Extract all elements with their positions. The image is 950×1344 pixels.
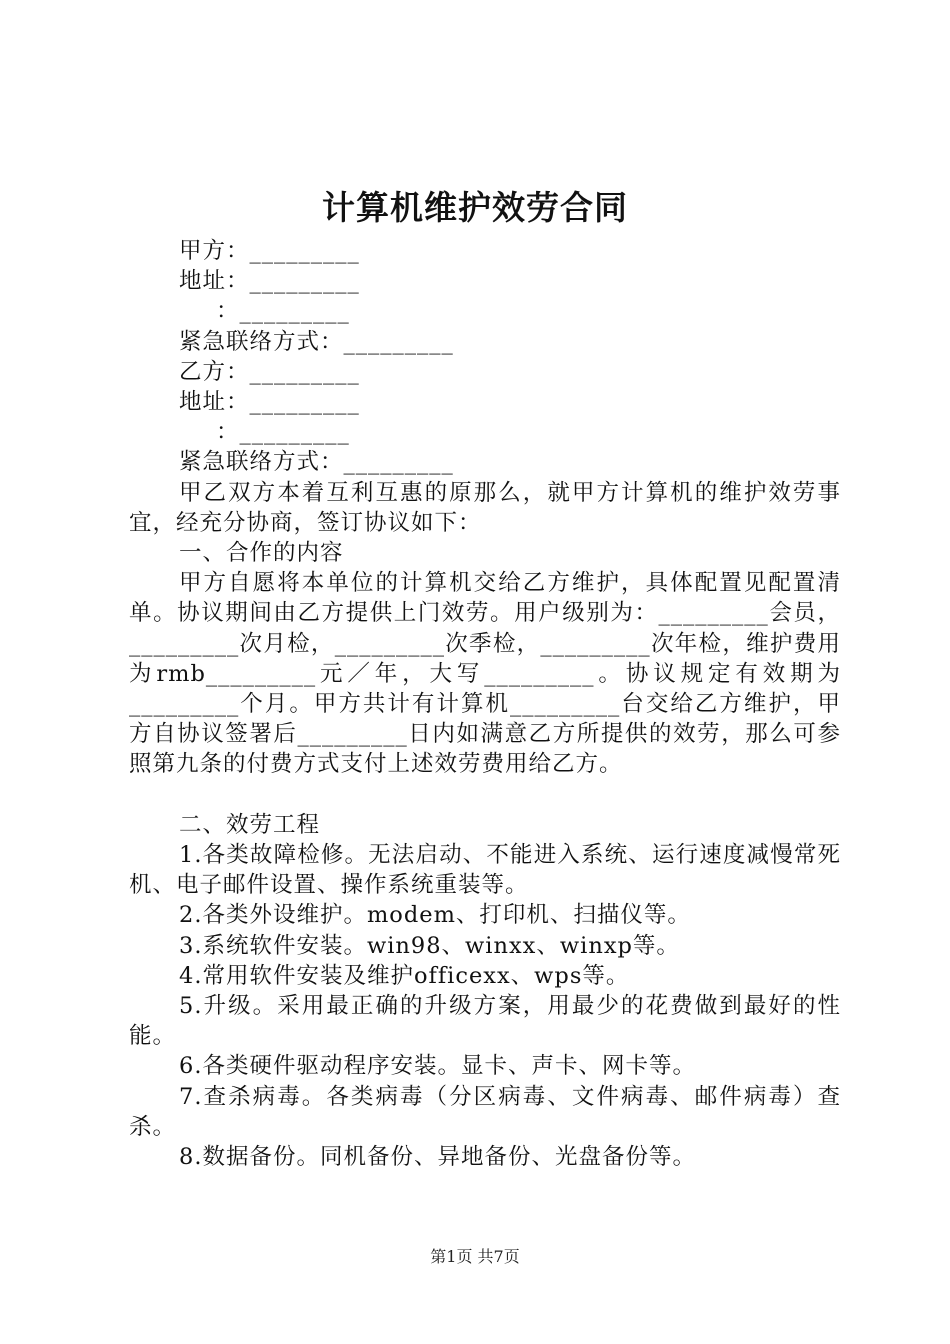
document-body <box>129 236 841 1172</box>
document-title: 计算机维护效劳合同 <box>322 188 628 227</box>
intro-paragraph: 甲乙双方本着互利互惠的原那么，就甲方计算机的维护效劳事宜，经充分协商，签订协议如下： <box>129 479 841 536</box>
service-item-6: 6.各类硬件驱动程序安装。显卡、声卡、网卡等。 <box>179 1053 696 1080</box>
party-a-phone: ：_________ <box>216 298 350 325</box>
party-b-name: 乙方：_________ <box>179 358 360 385</box>
service-item-3: 3.系统软件安装。win98、winxx、winxp等。 <box>179 932 680 959</box>
party-b-phone: ：_________ <box>216 419 350 446</box>
party-b-emergency: 紧急联络方式：_________ <box>179 449 454 476</box>
party-a-name: 甲方：_________ <box>179 238 360 264</box>
party-a-address: 地址：_________ <box>179 268 360 295</box>
party-b-address: 地址：_________ <box>179 388 360 415</box>
service-item-1: 1.各类故障检修。无法启动、不能进入系统、运行速度减慢常死机、电子邮件设置、操作系统重装等。 <box>129 841 841 899</box>
service-item-2: 2.各类外设维护。modem、打印机、扫描仪等。 <box>179 902 691 929</box>
section-2-heading: 二、效劳工程 <box>179 811 321 838</box>
section-1-paragraph: 甲方自愿将本单位的计算机交给乙方维护，具体配置见配置清单。协议期间由乙方提供上门效劳。用户级别为：_________会员，_________次月检，_________次季检，_________次年检，维护费用为rmb_________元／年，大写_________。协议规定有效期为_________个月。甲方共计有计算机_________台交给乙方维护，甲方自协议签署后_________日内如满意乙方所提供的效劳，那么可参照第九条的付费方式支付上述效劳费用给乙方。 <box>129 570 841 778</box>
service-item-4: 4.常用软件安装及维护officexx、wps等。 <box>179 962 630 989</box>
service-item-8: 8.数据备份。同机备份、异地备份、光盘备份等。 <box>179 1143 696 1170</box>
service-item-7: 7.查杀病毒。各类病毒（分区病毒、文件病毒、邮件病毒）查杀。 <box>129 1083 841 1140</box>
party-a-emergency: 紧急联络方式：_________ <box>179 328 454 355</box>
service-item-5: 5.升级。采用最正确的升级方案，用最少的花费做到最好的性能。 <box>129 992 841 1050</box>
blank-line <box>129 780 841 810</box>
page-indicator: 第1页 共7页 <box>430 1247 520 1266</box>
section-1-heading: 一、合作的内容 <box>179 539 344 566</box>
